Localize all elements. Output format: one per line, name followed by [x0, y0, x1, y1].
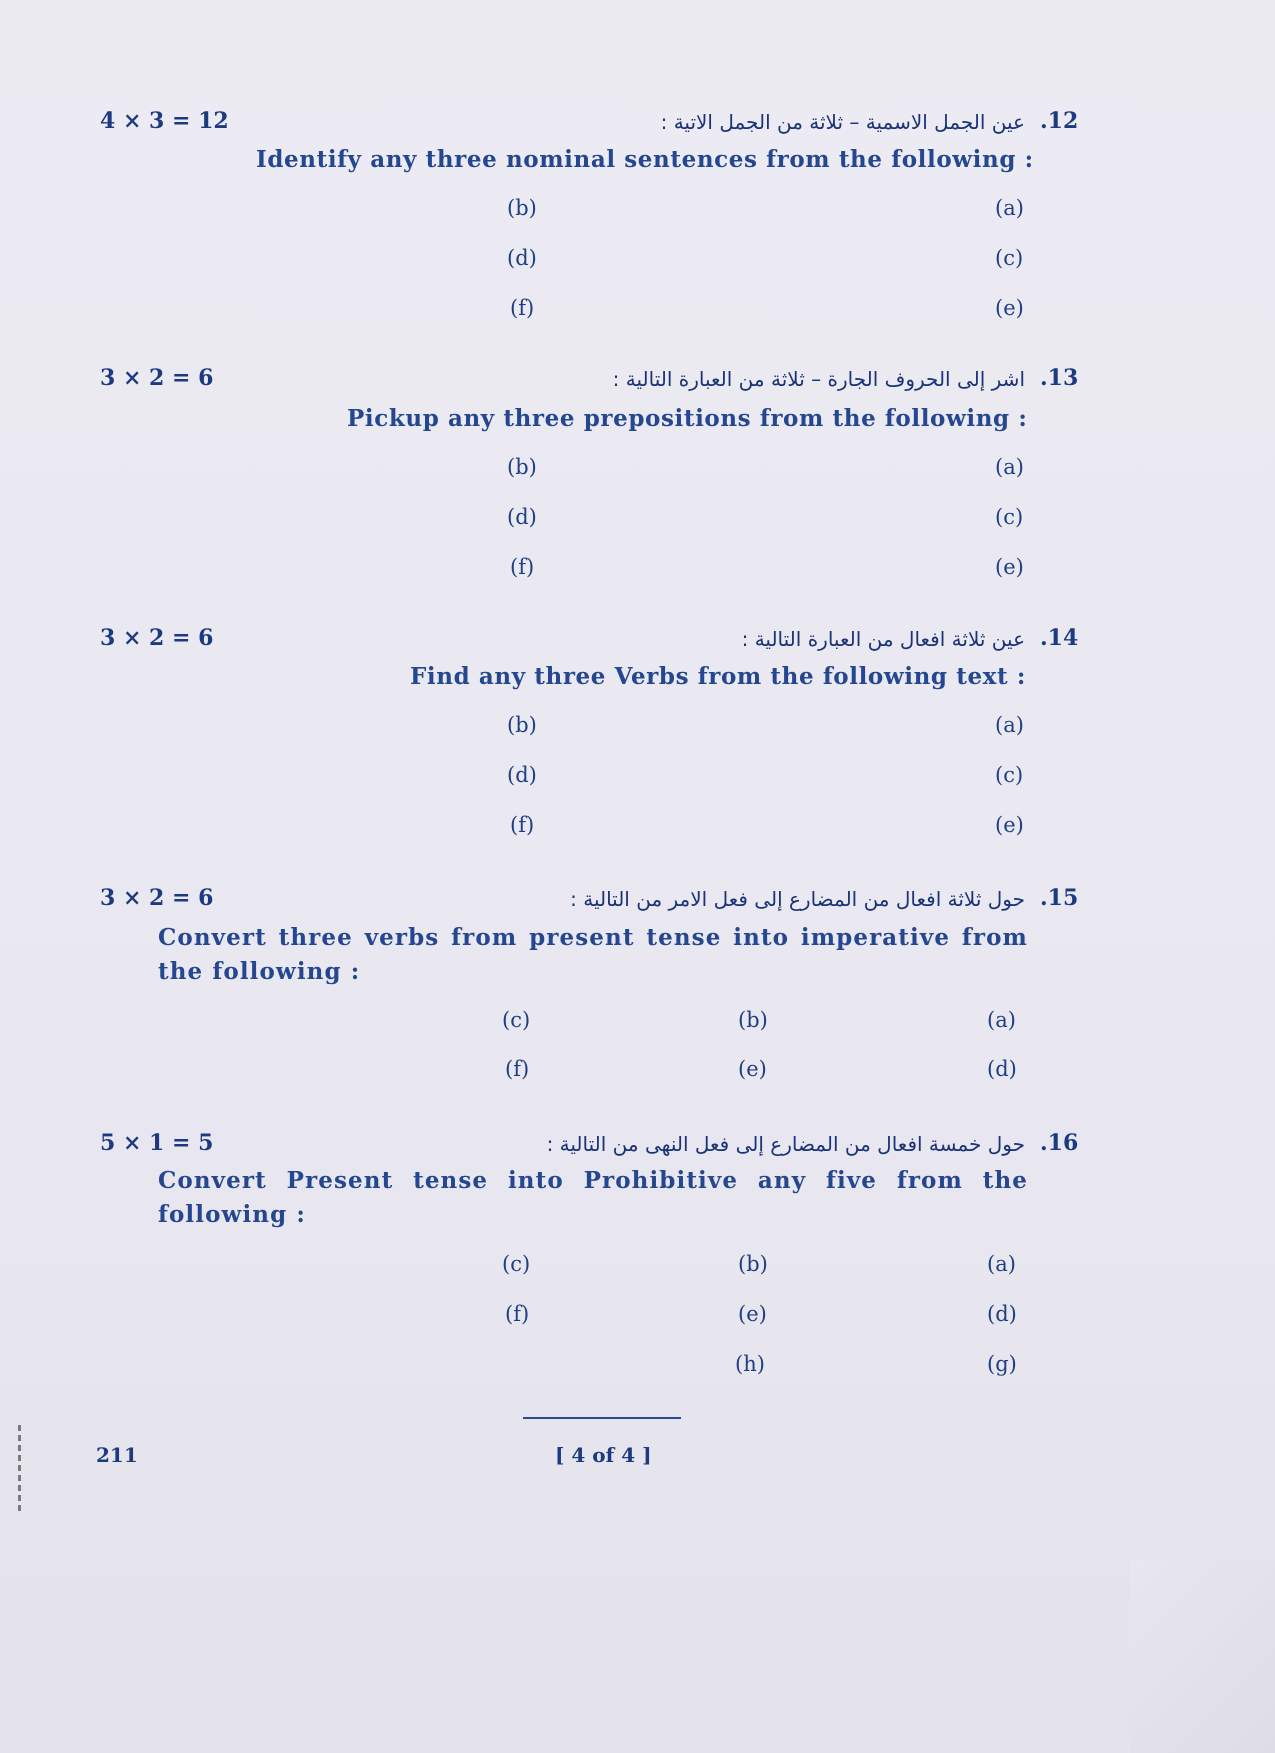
option-label: (a) — [987, 1252, 1016, 1276]
option-label: (d) — [987, 1057, 1017, 1081]
question-number: .13 — [1040, 365, 1079, 391]
option-label: (d) — [507, 763, 537, 787]
arabic-instruction: عين الجمل الاسمية – ثلاثة من الجمل الاتية : — [660, 110, 1025, 134]
marks: 5 × 1 = 5 — [100, 1130, 214, 1156]
option-label: (f) — [505, 1057, 530, 1081]
option-label: (c) — [995, 763, 1024, 787]
arabic-instruction: عين ثلاثة افعال من العبارة التالية : — [741, 627, 1025, 651]
english-instruction: Convert three verbs from present tense into imperative from the following : — [158, 924, 1028, 985]
option-label: (c) — [995, 246, 1024, 270]
marks: 4 × 3 = 12 — [100, 108, 229, 134]
option-label: (c) — [502, 1008, 531, 1032]
question-number: .16 — [1040, 1130, 1079, 1156]
option-label: (a) — [995, 196, 1024, 220]
option-label: (b) — [507, 196, 537, 220]
option-label: (a) — [987, 1008, 1016, 1032]
paper-code: 211 — [96, 1443, 138, 1467]
arabic-instruction: حول ثلاثة افعال من المضارع إلى فعل الامر من التالية : — [570, 887, 1025, 911]
arabic-instruction: اشر إلى الحروف الجارة – ثلاثة من العبارة التالية : — [612, 367, 1025, 391]
english-instruction: Convert Present tense into Prohibitive any five from the following : — [158, 1167, 1028, 1228]
option-label: (b) — [738, 1252, 768, 1276]
marks: 3 × 2 = 6 — [100, 625, 214, 651]
english-instruction: Pickup any three prepositions from the following : — [347, 405, 1028, 432]
english-instruction: Find any three Verbs from the following text : — [410, 663, 1026, 690]
option-label: (e) — [995, 555, 1024, 579]
question-number: .15 — [1040, 885, 1079, 911]
page-corner — [1130, 1560, 1275, 1753]
option-label: (d) — [507, 246, 537, 270]
divider-rule — [523, 1417, 681, 1419]
option-label: (e) — [995, 813, 1024, 837]
option-label: (g) — [987, 1352, 1017, 1376]
option-label: (e) — [738, 1302, 767, 1326]
option-label: (c) — [502, 1252, 531, 1276]
option-label: (b) — [507, 455, 537, 479]
option-label: (b) — [507, 713, 537, 737]
option-label: (e) — [995, 296, 1024, 320]
english-instruction: Identify any three nominal sentences from the following : — [256, 146, 1034, 173]
option-label: (d) — [987, 1302, 1017, 1326]
question-number: .14 — [1040, 625, 1079, 651]
option-label: (h) — [735, 1352, 765, 1376]
option-label: (a) — [995, 455, 1024, 479]
marks: 3 × 2 = 6 — [100, 885, 214, 911]
marks: 3 × 2 = 6 — [100, 365, 214, 391]
option-label: (e) — [738, 1057, 767, 1081]
option-label: (f) — [510, 813, 535, 837]
option-label: (a) — [995, 713, 1024, 737]
arabic-instruction: حول خمسة افعال من المضارع إلى فعل النهى من التالية : — [546, 1132, 1025, 1156]
option-label: (b) — [738, 1008, 768, 1032]
option-label: (f) — [510, 296, 535, 320]
question-number: .12 — [1040, 108, 1079, 134]
option-label: (c) — [995, 505, 1024, 529]
scan-edge-mark — [18, 1425, 21, 1515]
option-label: (f) — [510, 555, 535, 579]
page-indicator: [ 4 of 4 ] — [555, 1443, 652, 1467]
option-label: (f) — [505, 1302, 530, 1326]
option-label: (d) — [507, 505, 537, 529]
